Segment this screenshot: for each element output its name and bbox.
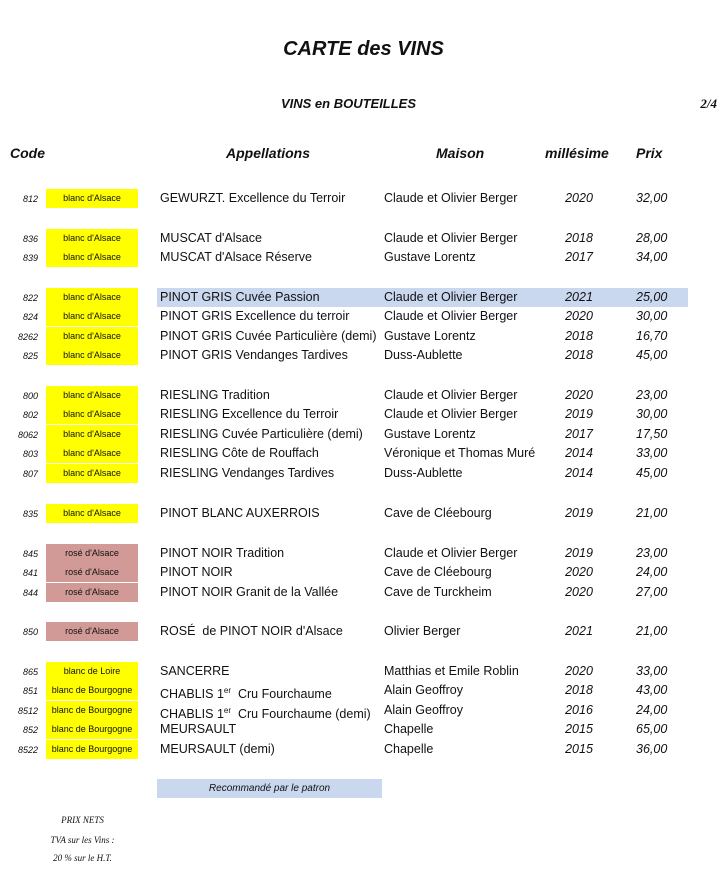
wine-maison: Claude et Olivier Berger [384,191,518,205]
wine-code: 836 [22,234,38,244]
wine-appellation: RIESLING Cuvée Particulière (demi) [160,427,363,441]
footer-tva: TVA sur les Vins : [50,835,115,845]
appellation-sup: er [223,706,232,715]
wine-appellation: PINOT GRIS Excellence du terroir [160,309,350,323]
wine-code: 825 [22,351,38,361]
wine-type-tag: blanc d'Alsace [46,327,138,346]
wine-type-tag: rosé d'Alsace [46,622,138,641]
wine-prix: 24,00 [636,565,668,579]
wine-code: 865 [22,667,38,677]
wine-maison: Gustave Lorentz [384,427,476,441]
wine-millesime: 2018 [565,683,593,697]
wine-millesime: 2016 [565,703,593,717]
wine-appellation: MEURSAULT [160,722,237,736]
wine-row [0,464,727,483]
wine-type-tag: rosé d'Alsace [46,583,138,602]
wine-millesime: 2020 [565,388,593,402]
wine-prix: 45,00 [636,348,668,362]
appellation-main: CHABLIS 1 [160,687,224,702]
wine-millesime: 2018 [565,348,593,362]
wine-type-tag: rosé d'Alsace [46,544,138,563]
wine-millesime: 2017 [565,427,593,441]
wine-row [0,288,727,307]
wine-appellation: SANCERRE [160,664,230,678]
header-maison: Maison [436,145,485,161]
wine-prix: 25,00 [636,290,668,304]
wine-millesime: 2019 [565,506,593,520]
wine-type-tag: blanc d'Alsace [46,444,138,463]
wine-appellation: PINOT NOIR Tradition [160,546,285,560]
wine-prix: 21,00 [636,506,668,520]
wine-row [0,622,727,641]
wine-row [0,386,727,405]
wine-millesime: 2018 [565,231,593,245]
wine-code: 839 [22,253,38,263]
wine-maison: Cave de Turckheim [384,585,492,599]
wine-maison: Claude et Olivier Berger [384,231,518,245]
wine-row [0,662,727,681]
wine-appellation: ROSÉ de PINOT NOIR d'Alsace [160,624,343,638]
wine-code: 800 [22,391,38,401]
wine-appellation: MUSCAT d'Alsace Réserve [160,250,312,264]
wine-maison: Olivier Berger [384,624,461,638]
wine-row [0,720,727,739]
wine-type-tag: blanc d'Alsace [46,405,138,424]
wine-appellation: MEURSAULT (demi) [160,742,275,756]
wine-row [0,327,727,346]
wine-millesime: 2020 [565,585,593,599]
wine-prix: 17,50 [636,427,668,441]
wine-maison: Duss-Aublette [384,348,463,362]
wine-appellation: PINOT NOIR [160,565,233,579]
wine-millesime: 2018 [565,329,593,343]
wine-appellation: PINOT GRIS Vendanges Tardives [160,348,348,362]
wine-prix: 43,00 [636,683,668,697]
wine-code: 8512 [17,706,38,716]
wine-prix: 33,00 [636,446,668,460]
wine-code: 850 [22,627,38,637]
wine-maison: Gustave Lorentz [384,329,476,343]
wine-maison: Gustave Lorentz [384,250,476,264]
wine-maison: Claude et Olivier Berger [384,407,518,421]
wine-row [0,740,727,759]
wine-millesime: 2019 [565,407,593,421]
wine-row [0,504,727,523]
wine-prix: 16,70 [636,329,668,343]
wine-maison: Claude et Olivier Berger [384,388,518,402]
header-millesime: millésime [545,145,609,161]
wine-prix: 28,00 [636,231,668,245]
wine-code: 812 [22,194,38,204]
wine-type-tag: blanc d'Alsace [46,307,138,326]
wine-prix: 65,00 [636,722,668,736]
wine-row [0,583,727,602]
wine-maison: Chapelle [384,722,434,736]
wine-type-tag: blanc de Loire [46,662,138,681]
wine-maison: Matthias et Emile Roblin [384,664,519,678]
wine-millesime: 2014 [565,446,593,460]
wine-millesime: 2017 [565,250,593,264]
wine-type-tag: blanc de Bourgogne [46,681,138,700]
wine-row [0,701,727,720]
wine-type-tag: blanc d'Alsace [46,464,138,483]
wine-appellation: PINOT GRIS Cuvée Particulière (demi) [160,329,377,343]
wine-row [0,248,727,267]
wine-maison: Alain Geoffroy [384,683,463,697]
wine-type-tag: blanc de Bourgogne [46,740,138,759]
wine-maison: Claude et Olivier Berger [384,546,518,560]
wine-code: 8062 [17,430,38,440]
wine-code: 822 [22,293,38,303]
wine-prix: 27,00 [636,585,668,599]
wine-maison: Chapelle [384,742,434,756]
wine-prix: 21,00 [636,624,668,638]
wine-code: 8522 [17,745,38,755]
wine-appellation: MUSCAT d'Alsace [160,231,262,245]
wine-appellation: RIESLING Tradition [160,388,270,402]
wine-prix: 34,00 [636,250,668,264]
wine-row [0,229,727,248]
wine-row [0,681,727,700]
wine-row [0,405,727,424]
wine-appellation: RIESLING Vendanges Tardives [160,466,335,480]
appellation-rest: Cru Fourchaume (demi) [231,707,371,722]
wine-prix: 30,00 [636,309,668,323]
wine-row [0,425,727,444]
wine-code: 841 [22,568,38,578]
wine-millesime: 2019 [565,546,593,560]
wine-millesime: 2021 [565,290,593,304]
wine-prix: 32,00 [636,191,668,205]
wine-code: 802 [22,410,38,420]
wine-millesime: 2020 [565,565,593,579]
wine-appellation: RIESLING Côte de Rouffach [160,446,319,460]
wine-type-tag: rosé d'Alsace [46,563,138,582]
wine-prix: 45,00 [636,466,668,480]
recommended-legend: Recommandé par le patron [157,779,382,798]
wine-row [0,544,727,563]
wine-code: 851 [22,686,38,696]
wine-code: 845 [22,549,38,559]
wine-prix: 33,00 [636,664,668,678]
wine-type-tag: blanc d'Alsace [46,504,138,523]
header-prix: Prix [636,145,663,161]
wine-prix: 30,00 [636,407,668,421]
page-number: 2/4 [700,96,717,111]
wine-row [0,346,727,365]
wine-code: 835 [22,509,38,519]
wine-maison: Véronique et Thomas Muré [384,446,536,460]
wine-row [0,444,727,463]
wine-code: 8262 [17,332,38,342]
footer-tva-rate: 20 % sur le H.T. [53,853,112,863]
wine-maison: Alain Geoffroy [384,703,463,717]
wine-maison: Cave de Cléebourg [384,506,492,520]
wine-type-tag: blanc d'Alsace [46,248,138,267]
wine-code: 852 [22,725,38,735]
wine-appellation: PINOT BLANC AUXERROIS [160,506,320,520]
wine-code: 803 [22,449,38,459]
wine-millesime: 2014 [565,466,593,480]
wine-row [0,307,727,326]
wine-prix: 24,00 [636,703,668,717]
appellation-main: CHABLIS 1 [160,707,224,722]
wine-type-tag: blanc d'Alsace [46,425,138,444]
wine-row [0,563,727,582]
wine-type-tag: blanc d'Alsace [46,229,138,248]
header-appellation: Appellations [226,145,311,161]
wine-type-tag: blanc d'Alsace [46,346,138,365]
appellation-rest: Cru Fourchaume [231,687,332,702]
wine-millesime: 2020 [565,664,593,678]
wine-type-tag: blanc d'Alsace [46,288,138,307]
wine-millesime: 2020 [565,191,593,205]
wine-code: 824 [22,312,38,322]
header-code: Code [10,145,45,161]
footer-prix-nets: PRIX NETS [61,815,104,825]
wine-maison: Claude et Olivier Berger [384,309,518,323]
section-subtitle: VINS en BOUTEILLES [280,96,417,111]
wine-prix: 36,00 [636,742,668,756]
wine-code: 844 [22,588,38,598]
wine-type-tag: blanc d'Alsace [46,386,138,405]
wine-maison: Claude et Olivier Berger [384,290,518,304]
wine-millesime: 2015 [565,742,593,756]
page-title: CARTE des VINS [283,38,444,60]
wine-code: 807 [22,469,38,479]
wine-maison: Cave de Cléebourg [384,565,492,579]
wine-appellation: PINOT NOIR Granit de la Vallée [160,585,339,599]
appellation-sup: er [223,686,232,695]
wine-prix: 23,00 [636,546,668,560]
wine-prix: 23,00 [636,388,668,402]
wine-row [0,189,727,208]
wine-type-tag: blanc d'Alsace [46,189,138,208]
wine-appellation: PINOT GRIS Cuvée Passion [160,290,320,304]
wine-appellation: GEWURZT. Excellence du Terroir [160,191,346,205]
wine-millesime: 2015 [565,722,593,736]
wine-millesime: 2021 [565,624,593,638]
wine-type-tag: blanc de Bourgogne [46,701,138,720]
wine-millesime: 2020 [565,309,593,323]
wine-appellation: RIESLING Excellence du Terroir [160,407,339,421]
wine-type-tag: blanc de Bourgogne [46,720,138,739]
wine-maison: Duss-Aublette [384,466,463,480]
